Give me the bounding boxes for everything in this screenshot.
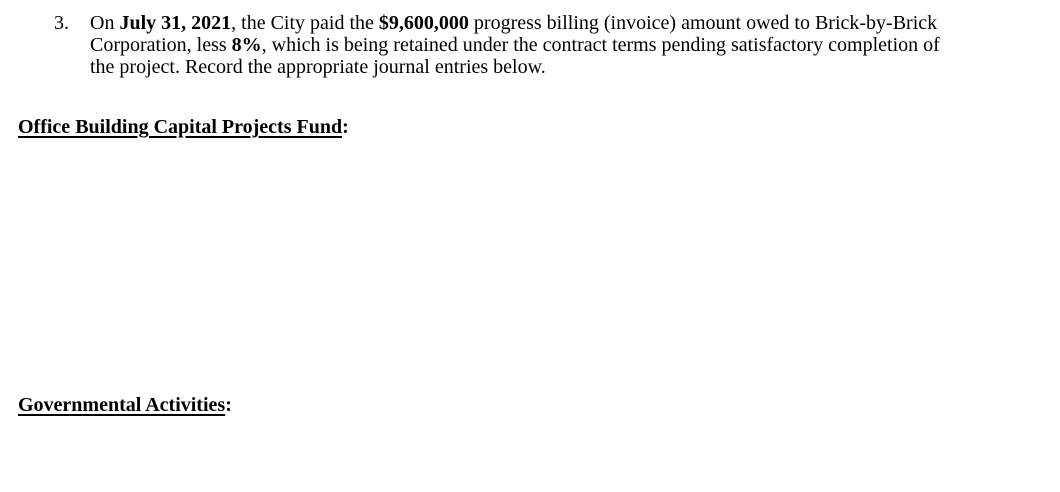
capital-projects-fund-heading	[18, 115, 349, 139]
text-segment: , the City paid the	[231, 12, 379, 34]
text-segment: , which is being retained under the contract terms pending satisfactory completion of	[261, 34, 940, 56]
governmental-activities-answer-area[interactable]	[18, 423, 1038, 483]
capital-projects-fund-heading-text: Office Building Capital Projects Fund	[18, 116, 343, 138]
question-line-2	[90, 34, 1040, 56]
text-segment: progress billing (invoice) amount owed to Brick-by-Brick	[468, 12, 938, 34]
billing-amount: $9,600,000	[378, 12, 469, 34]
question-number: 3.	[54, 12, 69, 34]
heading-colon: :	[225, 394, 232, 416]
payment-date: July 31, 2021	[119, 12, 232, 34]
question-line-1	[90, 12, 1040, 34]
text-segment: Corporation, less	[90, 34, 232, 56]
retainage-percent: 8%	[231, 34, 262, 56]
governmental-activities-heading-text: Governmental Activities	[18, 394, 226, 416]
question-text	[90, 12, 1040, 78]
text-segment: the project. Record the appropriate journal entries below.	[90, 56, 546, 78]
capital-projects-answer-area[interactable]	[18, 145, 1038, 380]
heading-colon: :	[342, 116, 349, 138]
governmental-activities-heading	[18, 393, 232, 417]
text-segment: On	[90, 12, 120, 34]
question-line-3	[90, 56, 1040, 78]
